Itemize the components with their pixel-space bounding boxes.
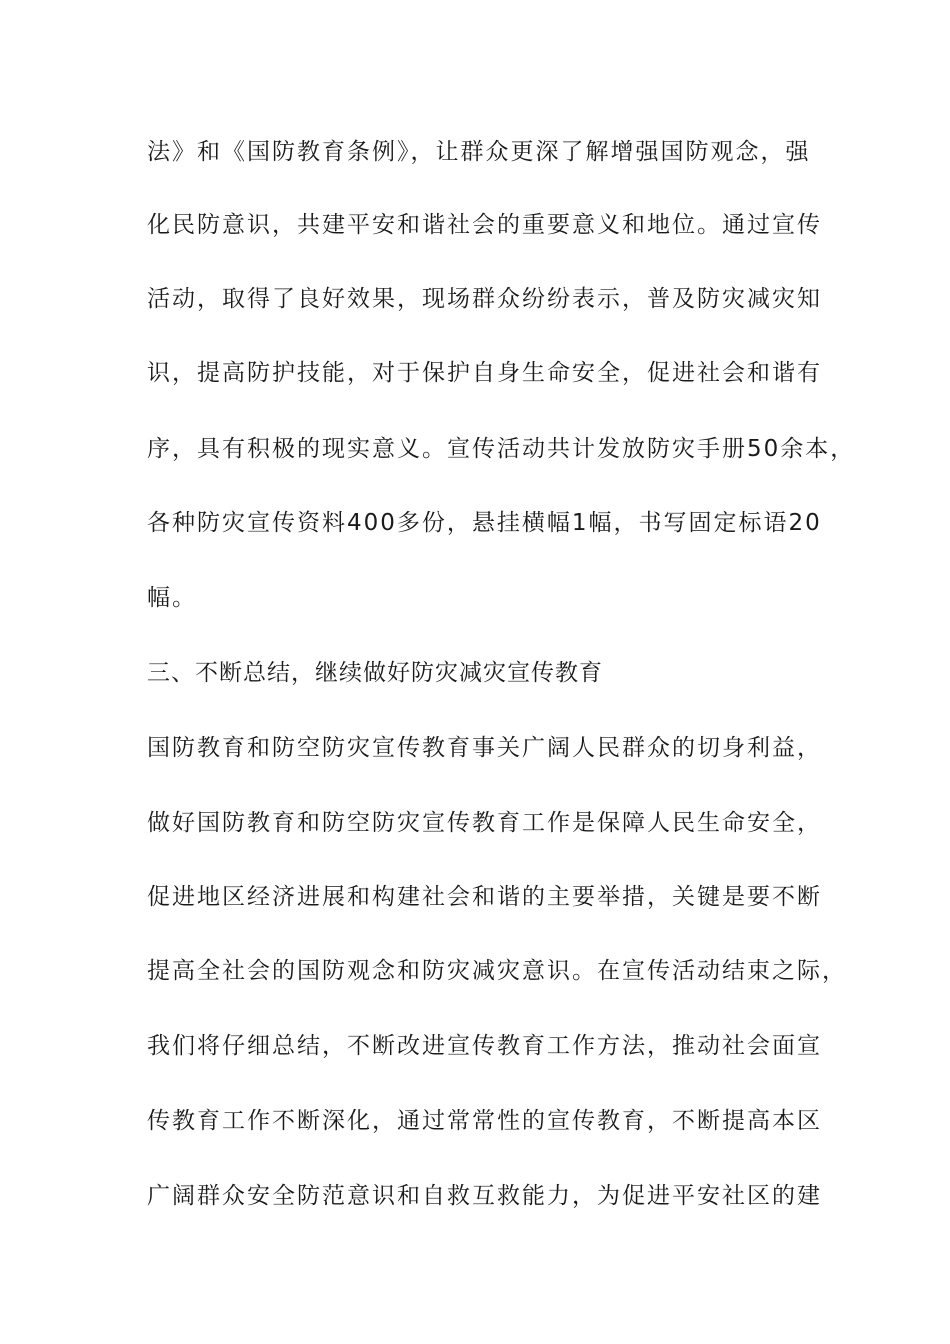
text-line: 各种防灾宣传资料400多份，悬挂横幅1幅，书写固定标语20 xyxy=(147,510,822,536)
text-line: 我们将仔细总结，不断改进宣传教育工作方法，推动社会面宣 xyxy=(147,1033,822,1059)
text-line: 提高全社会的国防观念和防灾减灾意识。在宣传活动结束之际， xyxy=(147,958,847,984)
text-line: 活动，取得了良好效果，现场群众纷纷表示，普及防灾减灾知 xyxy=(147,286,822,312)
text-line: 幅。 xyxy=(147,585,197,611)
text-line: 化民防意识，共建平安和谐社会的重要意义和地位。通过宣传 xyxy=(147,212,822,238)
text-line: 做好国防教育和防空防灾宣传教育工作是保障人民生命安全， xyxy=(147,810,822,836)
text-line: 识，提高防护技能，对于保护自身生命安全，促进社会和谐有 xyxy=(147,360,822,386)
section-heading: 三、不断总结，继续做好防灾减灾宣传教育 xyxy=(147,660,603,686)
text-line: 国防教育和防空防灾宣传教育事关广阔人民群众的切身利益， xyxy=(147,735,822,761)
text-line: 传教育工作不断深化，通过常常性的宣传教育，不断提高本区 xyxy=(147,1108,822,1134)
text-line: 法》和《国防教育条例》，让群众更深了解增强国防观念，强 xyxy=(147,139,811,165)
text-line: 序，具有积极的现实意义。宣传活动共计发放防灾手册50余本， xyxy=(147,436,856,462)
text-line: 广阔群众安全防范意识和自救互救能力，为促进平安社区的建 xyxy=(147,1183,822,1209)
text-line: 促进地区经济进展和构建社会和谐的主要举措，关键是要不断 xyxy=(147,884,822,910)
